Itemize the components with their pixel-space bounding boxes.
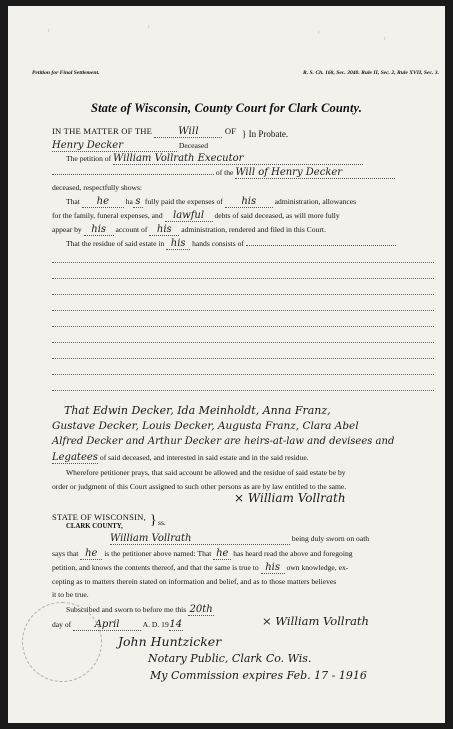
petitioner-signature: [234, 491, 346, 505]
petitioner-name: William Vollrath Executor: [113, 154, 363, 165]
matter-of: OF: [224, 126, 237, 136]
venue-state: STATE OF WISCONSIN,: [52, 512, 146, 522]
jurat-month: April: [73, 620, 141, 631]
heirs-line-1: That Edwin Decker, Ida Meinholdt, Anna Franz,: [64, 404, 331, 417]
text: A. D. 19: [142, 620, 169, 629]
deceased-label: Deceased: [178, 141, 208, 150]
blank-line: [52, 390, 434, 391]
text: day of: [52, 620, 72, 629]
heirs-line-2: Gustave Decker, Louis Decker, Augusta Franz, Clara Abel: [52, 420, 359, 432]
residue-line: [66, 239, 396, 250]
notary-name: John Huntzicker: [118, 634, 222, 649]
text: administration, rendered and filed in this Court.: [181, 225, 326, 234]
pronoun-his-2: his: [84, 225, 114, 236]
text: ha: [125, 197, 133, 206]
estate-line: [52, 168, 395, 179]
oath-line-4: cepting as to matters therein stated on information and belief, and as to those matters believes: [52, 577, 337, 586]
notary-title: Notary Public, Clark Co. Wis.: [148, 652, 312, 665]
matter-line: [52, 126, 236, 138]
brace-glyph: }: [242, 129, 247, 139]
oath-line-1: [110, 534, 369, 545]
text: That the residue of said estate in: [66, 239, 165, 248]
probate-label: In Probate.: [248, 129, 289, 139]
venue-brace: }: [150, 513, 157, 528]
jurat-day: 20th: [189, 604, 213, 615]
affiant-name: William Vollrath: [110, 534, 290, 545]
petition-of-label: The petition of: [66, 154, 112, 163]
jurat-year: 14: [169, 619, 183, 630]
legatees-fill: Legatees: [52, 452, 98, 463]
of-the-label: of the: [215, 168, 234, 177]
text: says that: [52, 549, 79, 558]
text: has heard read the above and foregoing: [233, 549, 353, 558]
text: hands consists of: [192, 239, 244, 248]
blank-line: [52, 310, 434, 311]
blank-line: [52, 374, 434, 375]
scan-speck: ⁞: [318, 30, 320, 36]
text: is the petitioner above named: That: [104, 549, 212, 558]
text: own knowledge, ex-: [286, 563, 349, 572]
expenses-line-2: [52, 211, 340, 222]
pronoun-his-5: his: [261, 563, 285, 574]
venue-county: CLARK COUNTY,: [66, 523, 123, 530]
pronoun-his-3: his: [149, 225, 179, 236]
decedent-line: [52, 141, 208, 152]
jurat-signature: [262, 614, 369, 628]
text: Subscribed and sworn to before me this: [66, 605, 187, 614]
blank-line: [52, 278, 434, 279]
text: fully paid the expenses of: [144, 197, 223, 206]
signature-text: William Vollrath: [275, 614, 369, 628]
suffix-s: s: [133, 197, 143, 208]
heirs-tail: of said deceased, and interested in said estate and in the said residue.: [99, 453, 309, 462]
text: account of: [115, 225, 148, 234]
blank-line: [52, 342, 434, 343]
statute-reference: R. S. Ch. 168, Sec. 3040. Rule II, Sec. 2, Rule XVII, Sec. 3.: [303, 70, 439, 76]
prayer-line-2: order or judgment of this Court assigned to such other persons as are by law entitled to the same.: [52, 482, 347, 491]
pronoun-his-1: his: [225, 197, 273, 208]
notary-commission: My Commission expires Feb. 17 - 1916: [150, 669, 367, 682]
pronoun-he: he: [82, 197, 124, 208]
blank-fill: [52, 174, 214, 175]
text: being duly sworn on oath: [291, 534, 370, 543]
heirs-line-3: Alfred Decker and Arthur Decker are heirs-at-law and devisees and: [52, 436, 395, 447]
text: debts of said deceased, as will more fully: [214, 211, 340, 220]
scan-speck: ⁞: [148, 24, 150, 30]
blank-fill: [246, 245, 396, 246]
scan-speck: ⁞: [48, 28, 50, 34]
lawful-fill: lawful: [165, 211, 213, 222]
scan-speck: ⁞: [384, 36, 386, 42]
pronoun-he-1: he: [80, 549, 102, 560]
matter-kind: Will: [154, 127, 222, 138]
estate-name: Will of Henry Decker: [235, 168, 395, 179]
blank-line: [52, 326, 434, 327]
venue-ss: ss.: [158, 518, 166, 527]
pronoun-his-4: his: [166, 239, 190, 250]
signature-text: William Vollrath: [247, 491, 346, 505]
court-title: State of Wisconsin, County Court for Clark County.: [91, 101, 362, 115]
decedent-name: Henry Decker: [52, 141, 177, 152]
expenses-line-1: [66, 197, 356, 208]
text: That: [66, 197, 80, 206]
text: administration, allowances: [274, 197, 357, 206]
petitioner-line: [66, 154, 363, 165]
prayer-line-1: Wherefore petitioner prays, that said account be allowed and the residue of said estate be by: [66, 468, 346, 477]
probate-brace: [242, 129, 288, 139]
oath-line-5: it to be true.: [52, 590, 89, 599]
heirs-line-4: [52, 453, 309, 464]
text: appear by: [52, 225, 82, 234]
oath-line-3: [52, 563, 348, 574]
text: for the family, funeral expenses, and: [52, 211, 163, 220]
pronoun-he-2: he: [213, 549, 231, 560]
blank-line: [52, 262, 434, 263]
oath-line-2: [52, 549, 353, 560]
notary-seal: [22, 602, 102, 682]
blank-line: [52, 358, 434, 359]
text: petition, and knows the contents thereof, and that the same is true to: [52, 563, 259, 572]
respectfully-line: deceased, respectfully shows:: [52, 183, 143, 192]
blank-line: [52, 294, 434, 295]
matter-prefix: IN THE MATTER OF THE: [52, 126, 153, 136]
signature-mark: ×: [262, 614, 276, 628]
expenses-line-3: [52, 225, 326, 236]
signature-mark: ×: [234, 491, 248, 505]
form-name: Petition for Final Settlement.: [32, 70, 100, 76]
